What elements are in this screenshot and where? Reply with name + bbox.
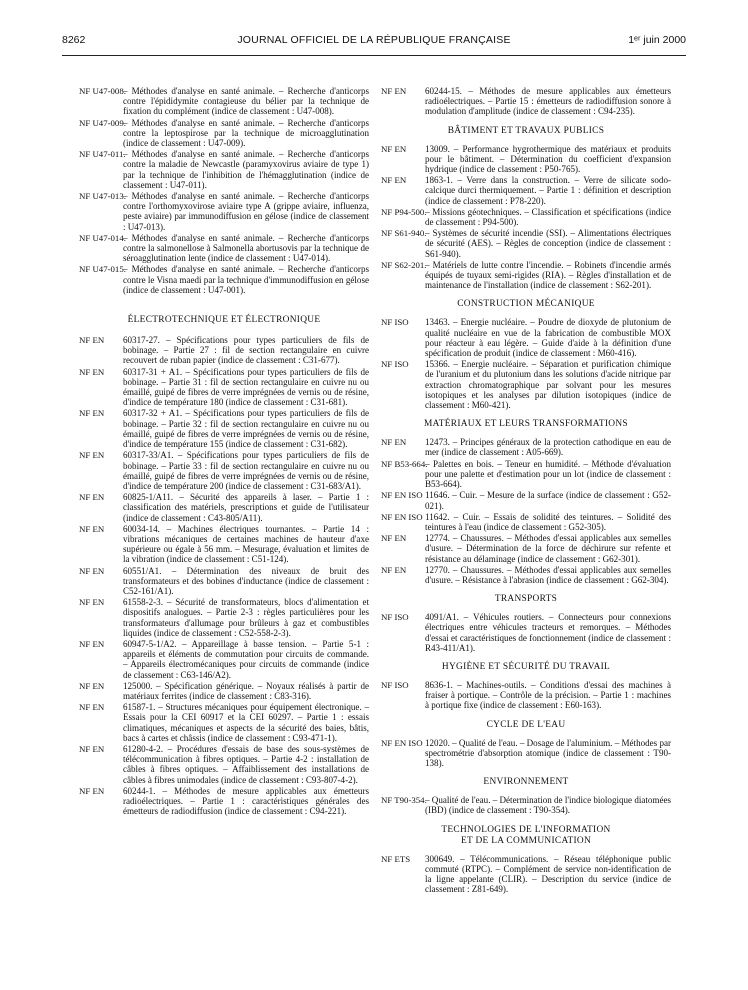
norm-code: NF ISO — [381, 317, 409, 328]
norm-description: 60244-15. – Méthodes de mesure applicables aux émetteurs radioélectriques. – Partie 15 : émetteurs de radiodiffusion sonore à modulation d'amplitude (indice de classement : C94-235). — [425, 86, 671, 117]
norm-description: 60317-32 + A1. – Spécifications pour types particuliers de fils de bobinage. – Partie 32 : fil de section rectangulaire en cuivre nu ou émaillé, guipé de fibres de verre imprégnées de vernis ou de résine, d'indice de température 155 (indice de classement : C31-682). — [123, 408, 369, 450]
norm-entry — [381, 207, 671, 227]
norm-entry — [79, 335, 369, 366]
norm-description: 60825-1/A11. – Sécurité des appareils à laser. – Partie 1 : classification des matériels, prescriptions et guide de l'utilisateur (indice de classement : C43-805/A11). — [123, 492, 369, 523]
norm-entry — [79, 597, 369, 638]
norm-entry — [79, 639, 369, 680]
norm-entry — [79, 566, 369, 597]
norm-description: – Méthodes d'analyse en santé animale. – Recherche d'anticorps contre l'orthomyxovirose aviaire type A (grippe aviaire, influenza, peste aviaire) par immunodiffusion en gélose (indice de classement : U47-013). — [123, 191, 369, 232]
norm-code: NF EN — [381, 175, 407, 186]
norm-entry — [381, 359, 671, 410]
norm-code: NF S61-940. — [381, 228, 427, 239]
norm-description: 60947-5-1/A2. – Appareillage à basse tension. – Partie 5-1 : appareils et éléments de commutation pour circuits de commande. – Appareils électromécaniques pour circuits de commande (indice de classement : C63-146/A2). — [123, 638, 369, 680]
norm-code: NF U47-008. — [79, 86, 126, 96]
norm-code: NF EN — [79, 366, 105, 377]
norm-code: NF EN — [381, 437, 407, 448]
norm-code: NF EN — [79, 450, 105, 461]
norm-code: NF EN — [79, 492, 105, 503]
norm-code: NF B53-664. — [381, 458, 428, 469]
norm-description: 4091/A1. – Véhicules routiers. – Connecteurs pour connexions électriques entre véhicules tracteurs et remorques. – Méthodes d'essai et caractéristiques de fonctionnement (indice de classement : R43-411/A1). — [425, 612, 671, 653]
section-heading: TRANSPORTS — [494, 594, 558, 605]
norm-entry — [381, 738, 671, 769]
norm-description: – Qualité de l'eau. – Détermination de l'indice biologique diatomées (IBD) (indice de classement : T90-354). — [425, 795, 671, 816]
norm-entry — [381, 144, 671, 175]
norm-entry — [381, 260, 671, 291]
norm-description: 60551/A1. – Détermination des niveaux de bruit des transformateurs et des bobines d'inductance (indice de classement : C52-161/A1). — [123, 565, 369, 596]
norm-code: NF T90-354. — [381, 795, 427, 806]
entry-list — [79, 335, 369, 816]
norm-code: NF EN — [381, 564, 407, 575]
section-heading: HYGIÈNE ET SÉCURITÉ DU TRAVAIL — [441, 661, 611, 672]
norm-entry — [79, 524, 369, 565]
norm-entry — [79, 264, 369, 295]
norm-description: 60317-31 + A1. – Spécifications pour types particuliers de fils de bobinage. – Partie 31 : fil de section rectangulaire en cuivre nu ou émaillé, guipé de fibres de verre imprégnées de vernis ou de résine, d'indice de température 180 (indice de classement : C31-681). — [123, 366, 369, 408]
norm-entry — [79, 233, 369, 264]
norm-code: NF EN — [79, 335, 105, 346]
norm-description: 12020. – Qualité de l'eau. – Dosage de l'aluminium. – Méthodes par spectrométrie d'absorption atomique (indice de classement : T90-138). — [425, 737, 671, 768]
norm-code: NF U47-014. — [79, 232, 126, 243]
norm-entry — [381, 565, 671, 585]
norm-code: NF EN ISO — [381, 490, 423, 501]
norm-description: 12774. – Chaussures. – Méthodes d'essai applicables aux semelles d'usure. – Détermination de la force de déchirure sur refente et résistance au délaminage (indice de classement : G62-301). — [425, 533, 671, 564]
entry-list — [381, 144, 671, 291]
entry-list — [381, 437, 671, 585]
norm-description: – Méthodes d'analyse en santé animale. – Recherche d'anticorps contre la maladie de Newcastle (paramyxovirus aviaire de type 1) par la technique de l'inhibition de l'hémagglutination (indice de classement : U47-011). — [123, 149, 369, 190]
norm-code: NF U47-013. — [79, 191, 126, 202]
norm-description: 60034-14. – Machines électriques tournantes. – Partie 14 : vibrations mécaniques de certaines machines de hauteur d'axe supérieure ou égale à 56 mm. – Mesurage, évaluation et limites de la vibration (indice de classement : C51-124). — [123, 523, 369, 565]
section-heading: MATÉRIAUX ET LEURS TRANSFORMATIONS — [424, 419, 628, 430]
norm-code: NF EN ISO — [381, 737, 423, 748]
norm-code: NF EN — [79, 680, 105, 691]
entry-list — [381, 680, 671, 711]
norm-code: NF EN — [79, 408, 105, 419]
norm-code: NF EN — [79, 565, 105, 576]
norm-entry — [381, 680, 671, 711]
norm-description: 61558-2-3. – Sécurité de transformateurs, blocs d'alimentation et dispositifs analogues. – Partie 2-3 : règles particulières pour les transformateurs d'allumage pour brûleurs à gaz et combustibles liquides (indice de classement : C52-558-2-3). — [123, 597, 369, 638]
section-heading: ENVIRONNEMENT — [483, 777, 569, 788]
norm-entry — [381, 317, 671, 358]
norm-entry — [79, 408, 369, 449]
norm-entry — [79, 149, 369, 190]
norm-description: – Systèmes de sécurité incendie (SSI). – Alimentations électriques de sécurité (AES). – Règles de conception (indice de classement : S61-940). — [425, 228, 671, 259]
norm-entry — [79, 681, 369, 701]
norm-entry — [381, 86, 671, 117]
norm-entry — [79, 367, 369, 408]
norm-code: NF EN ISO — [381, 511, 423, 522]
header-rule — [62, 55, 686, 56]
norm-entry — [79, 744, 369, 785]
section-heading: ÉLECTROTECHNIQUE ET ÉLECTRONIQUE — [127, 315, 321, 326]
section-heading — [381, 825, 671, 847]
norm-code: NF ISO — [381, 359, 409, 370]
norm-description: 61280-4-2. – Procédures d'essais de base des sous-systèmes de télécommunication à fibres optiques. – Partie 4-2 : installation de câbles à fibres optiques. – Affaiblissement des installations de câbles à fibres unimodales (indice de classement : C93-807-4-2). — [123, 743, 369, 785]
norm-description: 60244-1. – Méthodes de mesure applicables aux émetteurs radioélectriques. – Partie 1 : caractéristiques générales des émetteurs de radiodiffusion (indice de classement : C94-221). — [123, 785, 369, 817]
issue-date: 1ᵉʳ juin 2000 — [628, 34, 686, 46]
norm-code: NF P94-500. — [381, 206, 427, 217]
norm-code: NF U47-015. — [79, 264, 126, 275]
norm-description: 11642. – Cuir. – Essais de solidité des teintures. – Solidité des teintures à l'eau (indice de classement : G52-305). — [425, 511, 671, 532]
norm-description: 60317-27. – Spécifications pour types particuliers de fils de bobinage. – Partie 27 : fil de section rectangulaire en cuivre recouvert de ruban papier (indice de classement : C31-677). — [123, 335, 369, 366]
norm-entry — [381, 612, 671, 653]
norm-entry — [381, 437, 671, 457]
norm-description: 8636-1. – Machines-outils. – Conditions d'essai des machines à fraiser à portique. – Contrôle de la précision. – Partie 1 : machines à portique fixe (indice de classement : E60-163). — [425, 679, 671, 711]
section-heading-line: TECHNOLOGIES DE L'INFORMATION — [441, 824, 611, 835]
norm-code: NF EN — [381, 86, 407, 96]
norm-entry — [79, 492, 369, 523]
norm-entry — [79, 86, 369, 117]
norm-entry — [381, 512, 671, 532]
norm-code: NF EN — [79, 702, 105, 713]
norm-code: NF S62-201. — [381, 259, 427, 270]
page-header — [62, 34, 686, 54]
norm-description: 1863-1. – Verre dans la construction. – Verre de silicate sodo-calcique durci thermiquement. – Partie 1 : définition et description (indice de classement : P78-220). — [425, 175, 671, 206]
norm-entry — [79, 786, 369, 817]
norm-description: – Méthodes d'analyse en santé animale. – Recherche d'anticorps contre le Visna maedi par la technique d'immunodiffusion en gélose (indice de classement : U47-001). — [123, 264, 369, 295]
entry-list — [381, 738, 671, 769]
norm-code: NF EN — [381, 143, 407, 154]
norm-code: NF ETS — [381, 853, 411, 864]
norm-description: 12473. – Principes généraux de la protection cathodique en eau de mer (indice de classement : A05-669). — [425, 437, 671, 458]
section-heading: BÂTIMENT ET TRAVAUX PUBLICS — [447, 125, 605, 136]
norm-description: 13009. – Performance hygrothermique des matériaux et produits pour le bâtiment. – Détermination du coefficient d'expansion hydrique (indice de classement : P50-765). — [425, 143, 671, 175]
norm-code: NF ISO — [381, 612, 409, 623]
norm-description: 11646. – Cuir. – Mesure de la surface (indice de classement : G52-021). — [425, 490, 671, 511]
norm-entry — [79, 118, 369, 149]
norm-description: – Méthodes d'analyse en santé animale. – Recherche d'anticorps contre la leptospirose par la technique de microagglutination (indice de classement : U47-009). — [123, 117, 369, 149]
norm-description: – Méthodes d'analyse en santé animale. – Recherche d'anticorps contre la salmonellose à Salmonella abortusovis par la technique de séroagglutination lente (indice de classement : U47-014). — [123, 232, 369, 264]
norm-entry — [79, 450, 369, 491]
norm-entry — [79, 702, 369, 743]
norm-entry — [381, 175, 671, 206]
norm-description: 61587-1. – Structures mécaniques pour équipement électronique. – Essais pour la CEI 60917 et la CEI 60297. – Partie 1 : essais climatiques, mécaniques et aspects de la sécurité des baies, bâtis, bacs à cartes et châssis (indice de classement : C93-471-1). — [123, 702, 369, 743]
norm-code: NF EN — [79, 523, 105, 534]
section-heading: CYCLE DE L'EAU — [486, 719, 566, 730]
norm-code: NF EN — [79, 785, 105, 796]
norm-entry — [381, 459, 671, 490]
page-number: 8262 — [62, 34, 86, 46]
section-heading: CONSTRUCTION MÉCANIQUE — [457, 299, 595, 310]
norm-code: NF EN — [79, 638, 105, 649]
norm-entry — [79, 191, 369, 232]
left-column — [79, 86, 369, 817]
norm-description: – Palettes en bois. – Teneur en humidité. – Méthode d'évaluation pour une palette et d'estimation pour un lot (indice de classement : B53-664). — [425, 458, 671, 490]
norm-code: NF EN — [79, 597, 105, 608]
norm-entry — [381, 490, 671, 510]
norm-entry — [381, 228, 671, 259]
entry-list — [381, 854, 671, 895]
norm-description: 60317-33/A1. – Spécifications pour types particuliers de fils de bobinage. – Partie 33 : fil de section rectangulaire en cuivre nu ou émaillé, guipé de fibres de verre imprégnées de vernis ou de résine, d'indice de température 200 (indice de classement : C31-683/A1). — [123, 450, 369, 491]
entry-list — [79, 86, 369, 295]
norm-entry — [381, 795, 671, 815]
norm-code: NF ISO — [381, 679, 409, 690]
norm-description: – Méthodes d'analyse en santé animale. – Recherche d'anticorps contre l'épididymite contagieuse du bélier par la technique de fixation du complément (indice de classement : U47-008). — [123, 86, 369, 117]
norm-entry — [381, 854, 671, 895]
norm-description: – Matériels de lutte contre l'incendie. – Robinets d'incendie armés équipés de tuyaux semi-rigides (RIA). – Règles d'installation et de maintenance de l'installation (indice de classement : S62-201). — [425, 259, 671, 291]
norm-code: NF U47-009. — [79, 117, 126, 128]
norm-description: 125000. – Spécification générique. – Noyaux réalisés à partir de matériaux ferrites (indice de classement : C83-316). — [123, 680, 369, 701]
norm-entry — [381, 533, 671, 564]
norm-code: NF U47-011. — [79, 149, 126, 160]
right-column — [381, 86, 671, 895]
norm-code: NF EN — [79, 743, 105, 754]
entry-list — [381, 795, 671, 815]
journal-title: JOURNAL OFFICIEL DE LA RÉPUBLIQUE FRANÇAISE — [237, 34, 511, 46]
norm-description: 13463. – Energie nucléaire. – Poudre de dioxyde de plutonium de qualité nucléaire en vue de la fabrication de combustible MOX pour réacteur à eau légère. – Guide d'aide à la définition d'une spécification de produit (indice de classement : M60-416). — [425, 317, 671, 359]
norm-description: – Missions géotechniques. – Classification et spécifications (indice de classement : P94-500). — [425, 206, 671, 228]
norm-code: NF EN — [381, 533, 407, 544]
norm-description: 12770. – Chaussures. – Méthodes d'essai applicables aux semelles d'usure. – Résistance à l'abrasion (indice de classement : G62-304). — [425, 564, 671, 585]
entry-list — [381, 86, 671, 117]
entry-list — [381, 317, 671, 410]
norm-description: 15366. – Energie nucléaire. – Séparation et purification chimique de l'uranium et du plutonium dans les solutions d'acide nitrique par extraction chromatographique par solvant pour les mesures isotopiques et les analyses par dilution isotopiques (indice de classement : M60-421). — [425, 359, 671, 411]
norm-description: 300649. – Télécommunications. – Réseau téléphonique public commuté (RTPC). – Complément de service non-identification de la ligne appelante (CLIR). – Description du service (indice de classement : Z81-649). — [425, 853, 671, 895]
entry-list — [381, 612, 671, 653]
section-heading-line: ET DE LA COMMUNICATION — [460, 835, 592, 846]
